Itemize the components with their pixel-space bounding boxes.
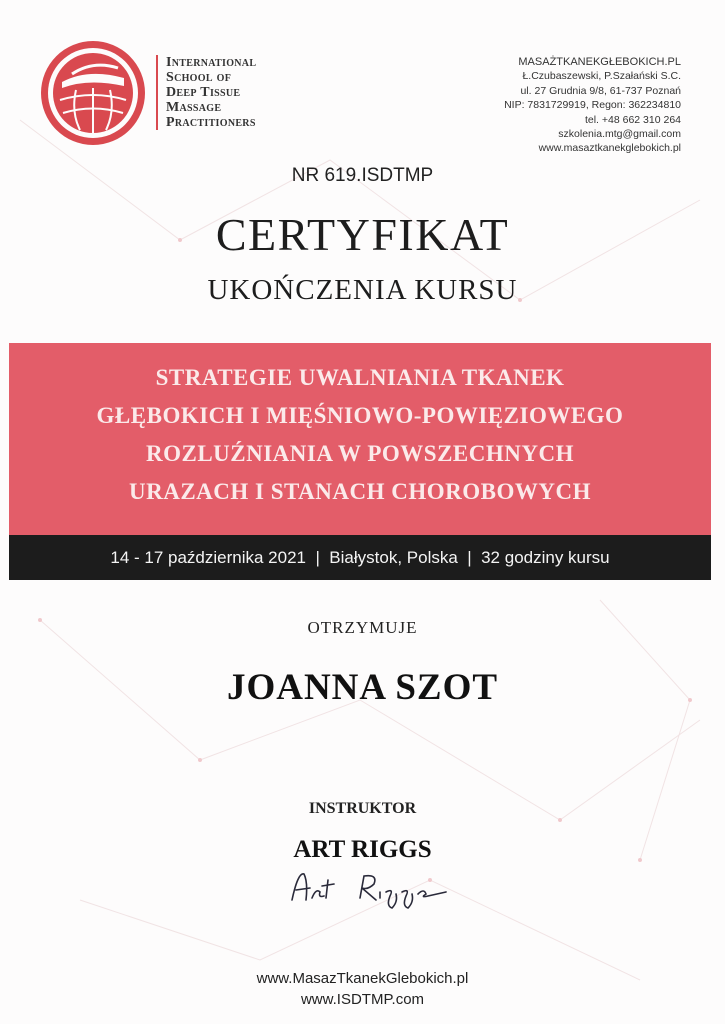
organization-name — [156, 55, 256, 130]
school-logo — [38, 38, 148, 148]
org-line-4: Massage — [166, 100, 222, 115]
org-line-5: Practitioners — [166, 115, 256, 130]
contact-email: szkolenia.mtg@gmail.com — [558, 128, 681, 141]
instructor-name: ART RIGGS — [293, 836, 432, 863]
footer-website-1[interactable]: www.MasazTkanekGlebokich.pl — [256, 970, 469, 987]
org-line-3: Deep Tissue — [166, 85, 241, 100]
course-title-line-3: ROZLUŹNIANIA W POWSZECHNYCH — [145, 441, 574, 466]
course-title-line-2: GŁĘBOKICH I MIĘŚNIOWO-POWIĘZIOWEGO — [96, 403, 624, 428]
footer-website-2[interactable]: www.ISDTMP.com — [300, 991, 425, 1008]
certificate-title: CERTYFIKAT — [215, 209, 510, 260]
course-title-line-4: URAZACH I STANACH CHOROBOWYCH — [129, 479, 591, 504]
instructor-signature — [270, 862, 470, 912]
instructor-label: INSTRUKTOR — [308, 800, 417, 817]
course-details: 14 - 17 października 2021 | Białystok, Polska | 32 godziny kursu — [110, 548, 610, 567]
course-title-band — [9, 343, 711, 535]
contact-site: MASAŻTKANEKGŁEBOKICH.PL — [518, 56, 681, 68]
course-details-bar — [9, 535, 711, 580]
certificate-subtitle: UKOŃCZENIA KURSU — [207, 274, 518, 306]
course-title-line-1: STRATEGIE UWALNIANIA TKANEK — [155, 365, 565, 390]
contact-ids: NIP: 7831729919, Regon: 362234810 — [504, 99, 681, 112]
org-line-2: School of — [166, 70, 232, 85]
contact-owners: Ł.Czubaszewski, P.Szałański S.C. — [522, 70, 681, 83]
contact-block — [504, 55, 681, 156]
contact-www: www.masaztkanekglebokich.pl — [538, 142, 681, 155]
receives-label: OTRZYMUJE — [307, 618, 418, 637]
contact-phone: tel. +48 662 310 264 — [584, 113, 681, 126]
recipient-name: JOANNA SZOT — [226, 667, 499, 708]
org-line-1: International — [166, 55, 257, 70]
certificate-number: NR 619.ISDTMP — [291, 165, 434, 186]
contact-address: ul. 27 Grudnia 9/8, 61-737 Poznań — [520, 84, 681, 97]
